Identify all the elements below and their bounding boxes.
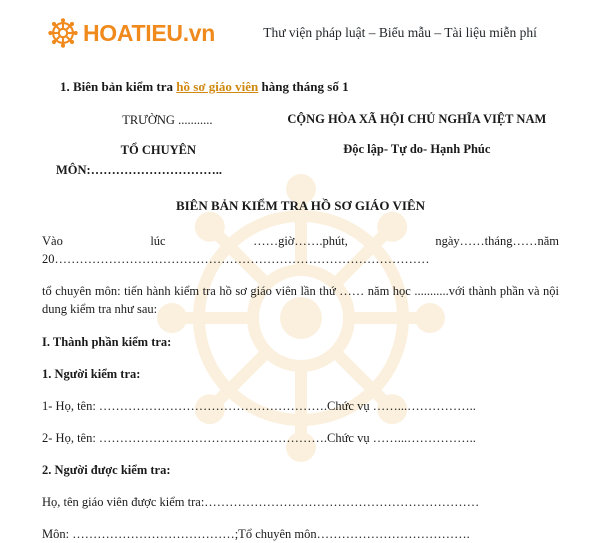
site-tagline: Thư viện pháp luật – Biểu mẫu – Tài liệu miễn phí — [263, 25, 537, 40]
teacher-subject-line: Môn: …………………………………;Tổ chuyên môn………………………………. — [42, 527, 470, 542]
article-title — [60, 78, 559, 97]
letterhead-right — [275, 111, 559, 158]
national-slogan: Độc lập- Tự do- Hạnh Phúc — [343, 141, 491, 156]
page-title: BIÊN BẢN KIỂM TRA HỒ SƠ GIÁO VIÊN — [175, 198, 426, 214]
sub-heading-1-2: 2. Người được kiểm tra: — [42, 463, 171, 478]
article-title-link[interactable]: hồ sơ giáo viên — [176, 79, 259, 94]
sub-heading-1-1: 1. Người kiểm tra: — [42, 366, 141, 381]
article-title-prefix: 1. Biên bản kiểm tra — [60, 79, 177, 94]
year-line: 20……………………………………………………………………………… — [42, 252, 430, 267]
logo-wordmark — [83, 19, 216, 46]
intro-paragraph: tổ chuyên môn: tiến hành kiểm tra hồ sơ giáo viên lần thứ …… năm học ...........với thành phần và nội dung kiểm tra như sau: — [42, 284, 559, 317]
subject-label: MÔN:………………………….. — [56, 163, 222, 178]
section-heading-1: I. Thành phần kiểm tra: — [42, 334, 172, 349]
school-name: TRƯỜNG ........... — [122, 112, 213, 127]
logo-name: HOATIEU — [83, 19, 183, 46]
teacher-name-line: Họ, tên giáo viên được kiểm tra:………………………………………………………… — [42, 495, 480, 510]
time-luc: lúc — [150, 234, 166, 249]
time-line — [42, 232, 559, 250]
ship-wheel-icon — [48, 18, 78, 48]
inspector-2: 2- Họ, tên: ……………………………………………….Chức vụ ……...…………….. — [42, 430, 476, 445]
national-title: CỘNG HÒA XÃ HỘI CHỦ NGHĨA VIỆT NAM — [287, 111, 547, 126]
time-gio-phut: ……giờ…….phút, — [253, 234, 348, 249]
inspector-1: 1- Họ, tên: ……………………………………………….Chức vụ ……...…………….. — [42, 398, 476, 413]
time-vao: Vào — [42, 234, 63, 249]
group-label: TỔ CHUYÊN — [120, 142, 196, 157]
article-title-suffix: hàng tháng số 1 — [258, 79, 349, 94]
site-logo[interactable] — [48, 18, 215, 48]
logo-suffix: .vn — [182, 19, 216, 46]
document-body — [0, 58, 601, 543]
time-ngay-thang-nam: ngày……tháng……năm — [435, 234, 559, 249]
letterhead — [42, 111, 559, 179]
site-header — [0, 0, 601, 58]
letterhead-left — [42, 111, 275, 179]
